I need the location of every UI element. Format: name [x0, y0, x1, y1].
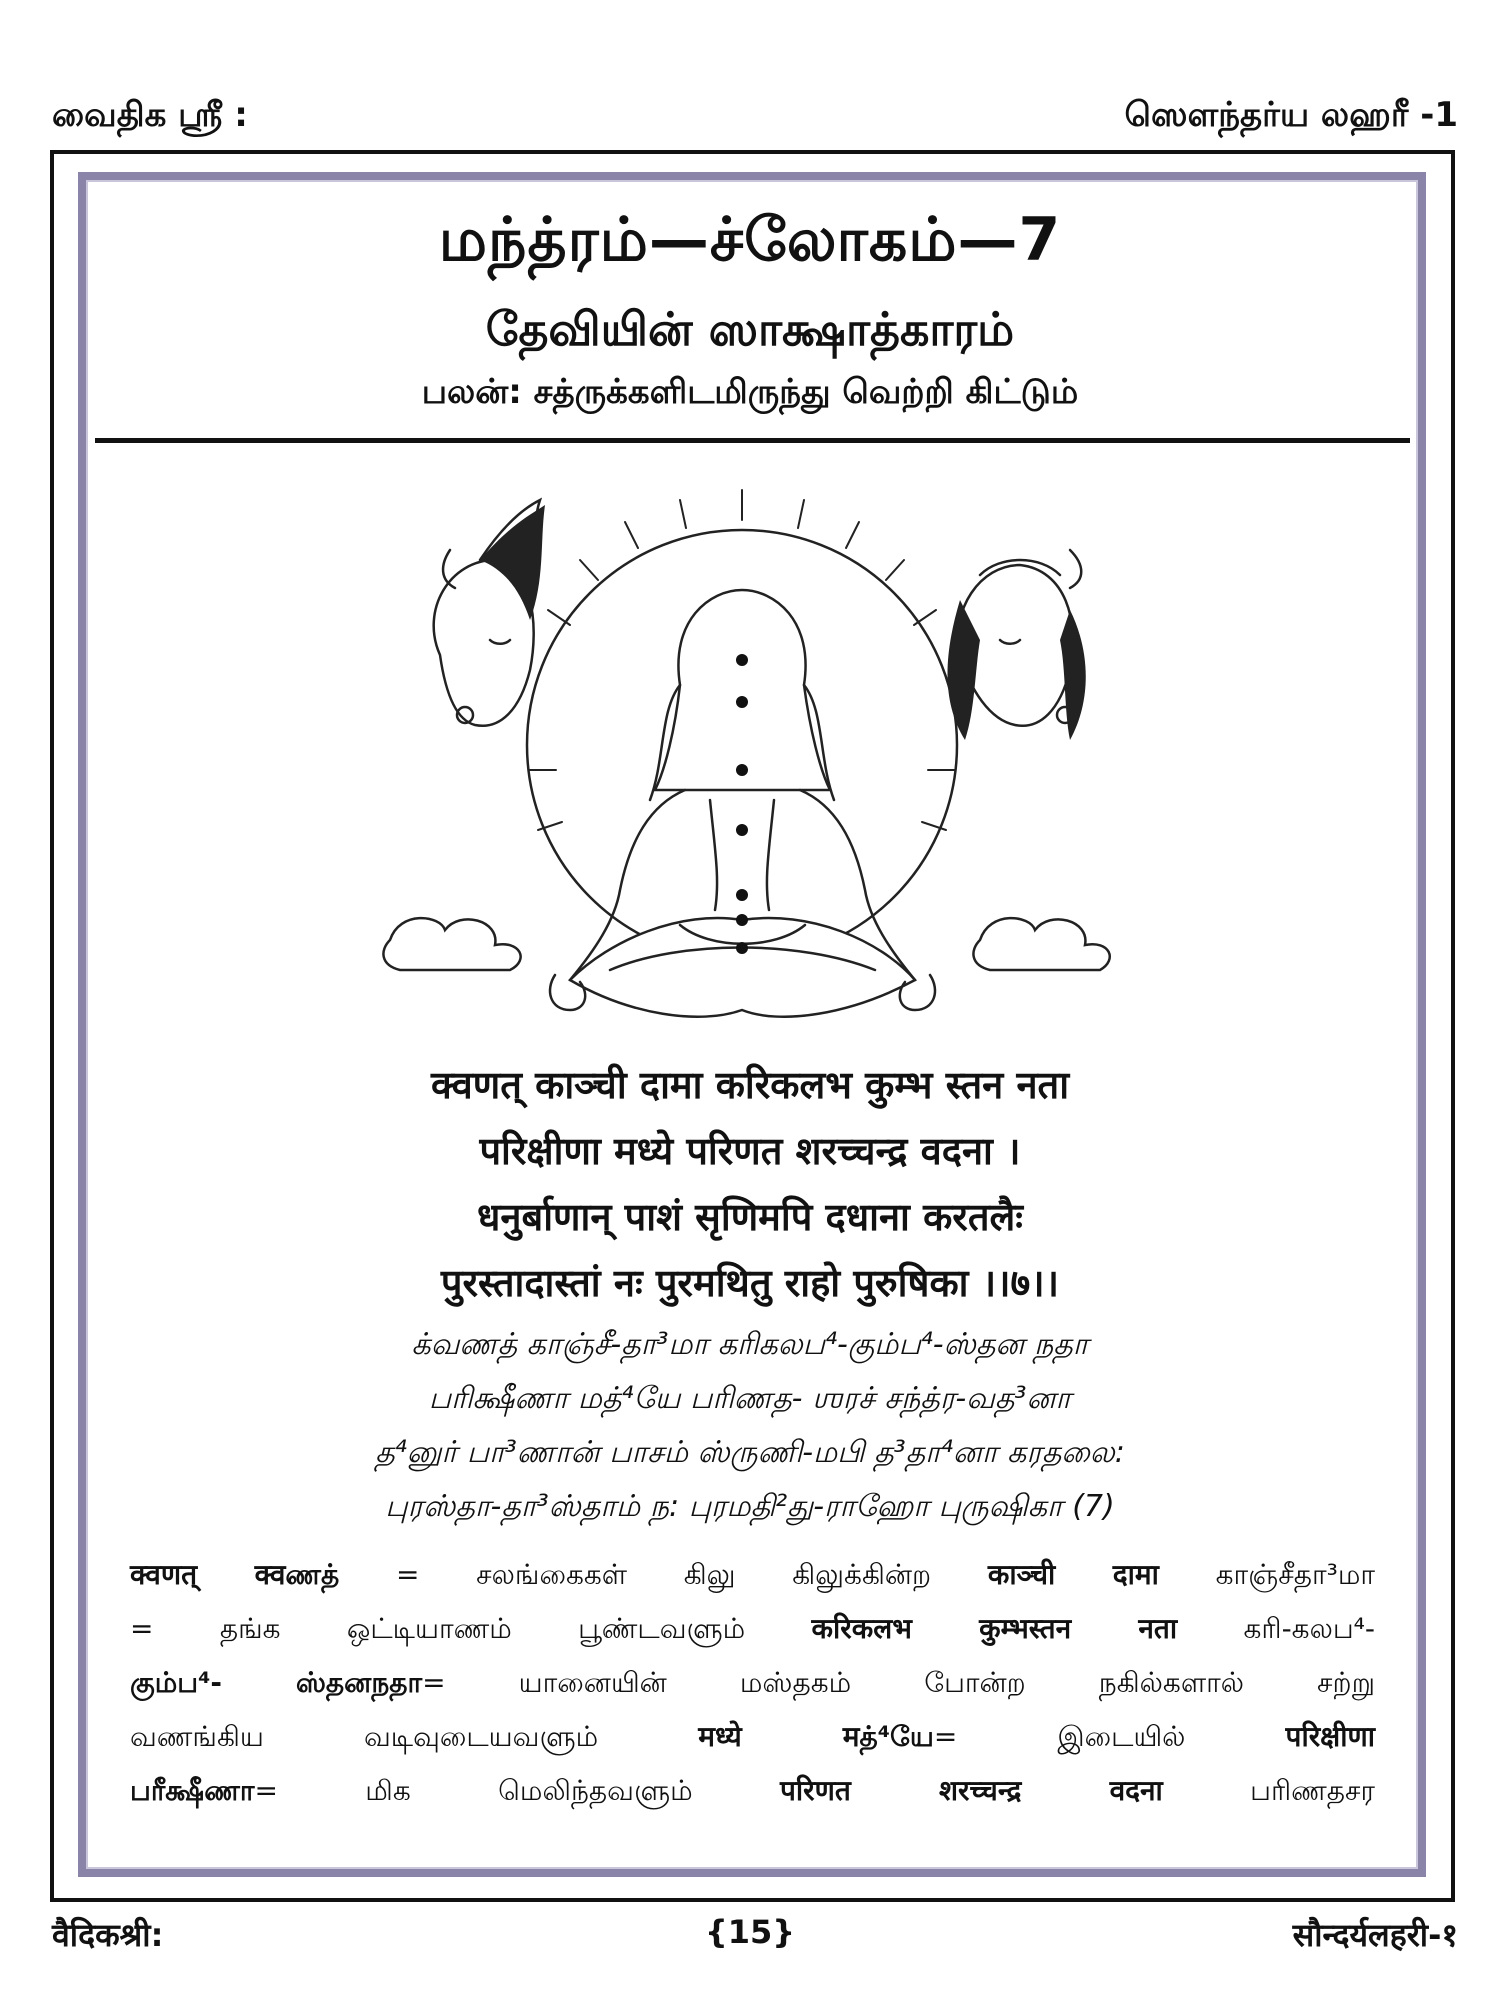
page-title: மந்த்ரம்—ச்லோகம்—7	[438, 205, 1062, 275]
title-divider	[95, 438, 1410, 443]
term: काञ्ची दामा	[987, 1558, 1159, 1591]
header-right: ஸௌந்தர்ய லஹரீ -1	[1124, 95, 1458, 135]
term: क्वणत् क्वணத்	[130, 1558, 340, 1591]
transliteration-line: பரிக்ஷீணா மத்⁴யே பரிணத- ஶரச் சந்த்ர-வத³னா	[428, 1381, 1072, 1416]
transliteration-line: க்வணத் காஞ்சீ-தா³மா கரிகலப⁴-கும்ப⁴-ஸ்தன நதா	[411, 1327, 1089, 1362]
gloss: = யானையின் மஸ்தகம் போன்ற நகில்களால் சற்று	[422, 1666, 1375, 1699]
header-left: வைதிக ஸ்ரீ :	[52, 95, 248, 135]
term: परिक्षीणा	[1285, 1720, 1375, 1753]
meaning-line	[130, 1602, 1375, 1656]
sanskrit-line: परिक्षीणा मध्ये परिणत शरच्चन्द्र वदना ।	[479, 1129, 1021, 1173]
sanskrit-line: धनुर्बाणान् पाशं सृणिमपि दधाना करतलैः	[477, 1195, 1023, 1239]
tamil-transliteration	[0, 1318, 1500, 1534]
gloss: = சலங்கைகள் கிலு கிலுக்கின்ற	[339, 1558, 988, 1591]
term: परिणत शरच्चन्द्र वदना	[779, 1774, 1163, 1807]
meaning-line	[130, 1764, 1375, 1818]
gloss: = மிக மெலிந்தவளும்	[254, 1774, 780, 1807]
footer-right: सौन्दर्यलहरी-१	[1292, 1916, 1458, 1954]
gloss: கரி-கலப⁴-	[1177, 1612, 1375, 1645]
term: கும்ப⁴- ஸ்தனநதா	[130, 1666, 423, 1699]
term: मध्ये मத்⁴யே	[698, 1720, 934, 1753]
term: करिकलभ कुम्भस्तन नता	[811, 1612, 1178, 1645]
gloss: = இடையில்	[933, 1720, 1286, 1753]
meaning-line	[130, 1710, 1375, 1764]
footer-left: वैदिकश्री:	[52, 1916, 164, 1954]
meditating-figure-illustration	[380, 470, 1120, 1030]
meaning-line	[130, 1656, 1375, 1710]
term: பரீக்ஷீணா	[130, 1774, 255, 1807]
page-number: {15}	[704, 1913, 796, 1951]
transliteration-line: த⁴னுர் பா³ணான் பாசம் ஸ்ருணி-மபி த³தா⁴னா கரதலை:	[375, 1435, 1125, 1470]
transliteration-line: புரஸ்தா-தா³ஸ்தாம் ந: புரமதி²து-ராஹோ புருஷிகா (7)	[385, 1489, 1115, 1524]
meaning-line	[130, 1548, 1375, 1602]
benefit-line: பலன்: சத்ருக்களிடமிருந்து வெற்றி கிட்டும்	[421, 372, 1079, 412]
gloss: = தங்க ஒட்டியாணம் பூண்டவளும்	[130, 1612, 812, 1645]
gloss: காஞ்சீதா³மா	[1158, 1558, 1376, 1591]
gloss: பரிணதசர	[1162, 1774, 1375, 1807]
sanskrit-line: पुरस्तादास्तां नः पुरमथितु राहो पुरुषिका ।।७।।	[440, 1261, 1060, 1305]
sanskrit-line: क्वणत् काञ्ची दामा करिकलभ कुम्भ स्तन नता	[430, 1063, 1070, 1107]
sanskrit-verse	[0, 1052, 1500, 1316]
page-subtitle: தேவியின் ஸாக்ஷாத்காரம்	[485, 302, 1015, 356]
gloss: வணங்கிய வடிவுடையவளும்	[130, 1720, 699, 1753]
word-meaning-paragraph	[130, 1548, 1375, 1818]
